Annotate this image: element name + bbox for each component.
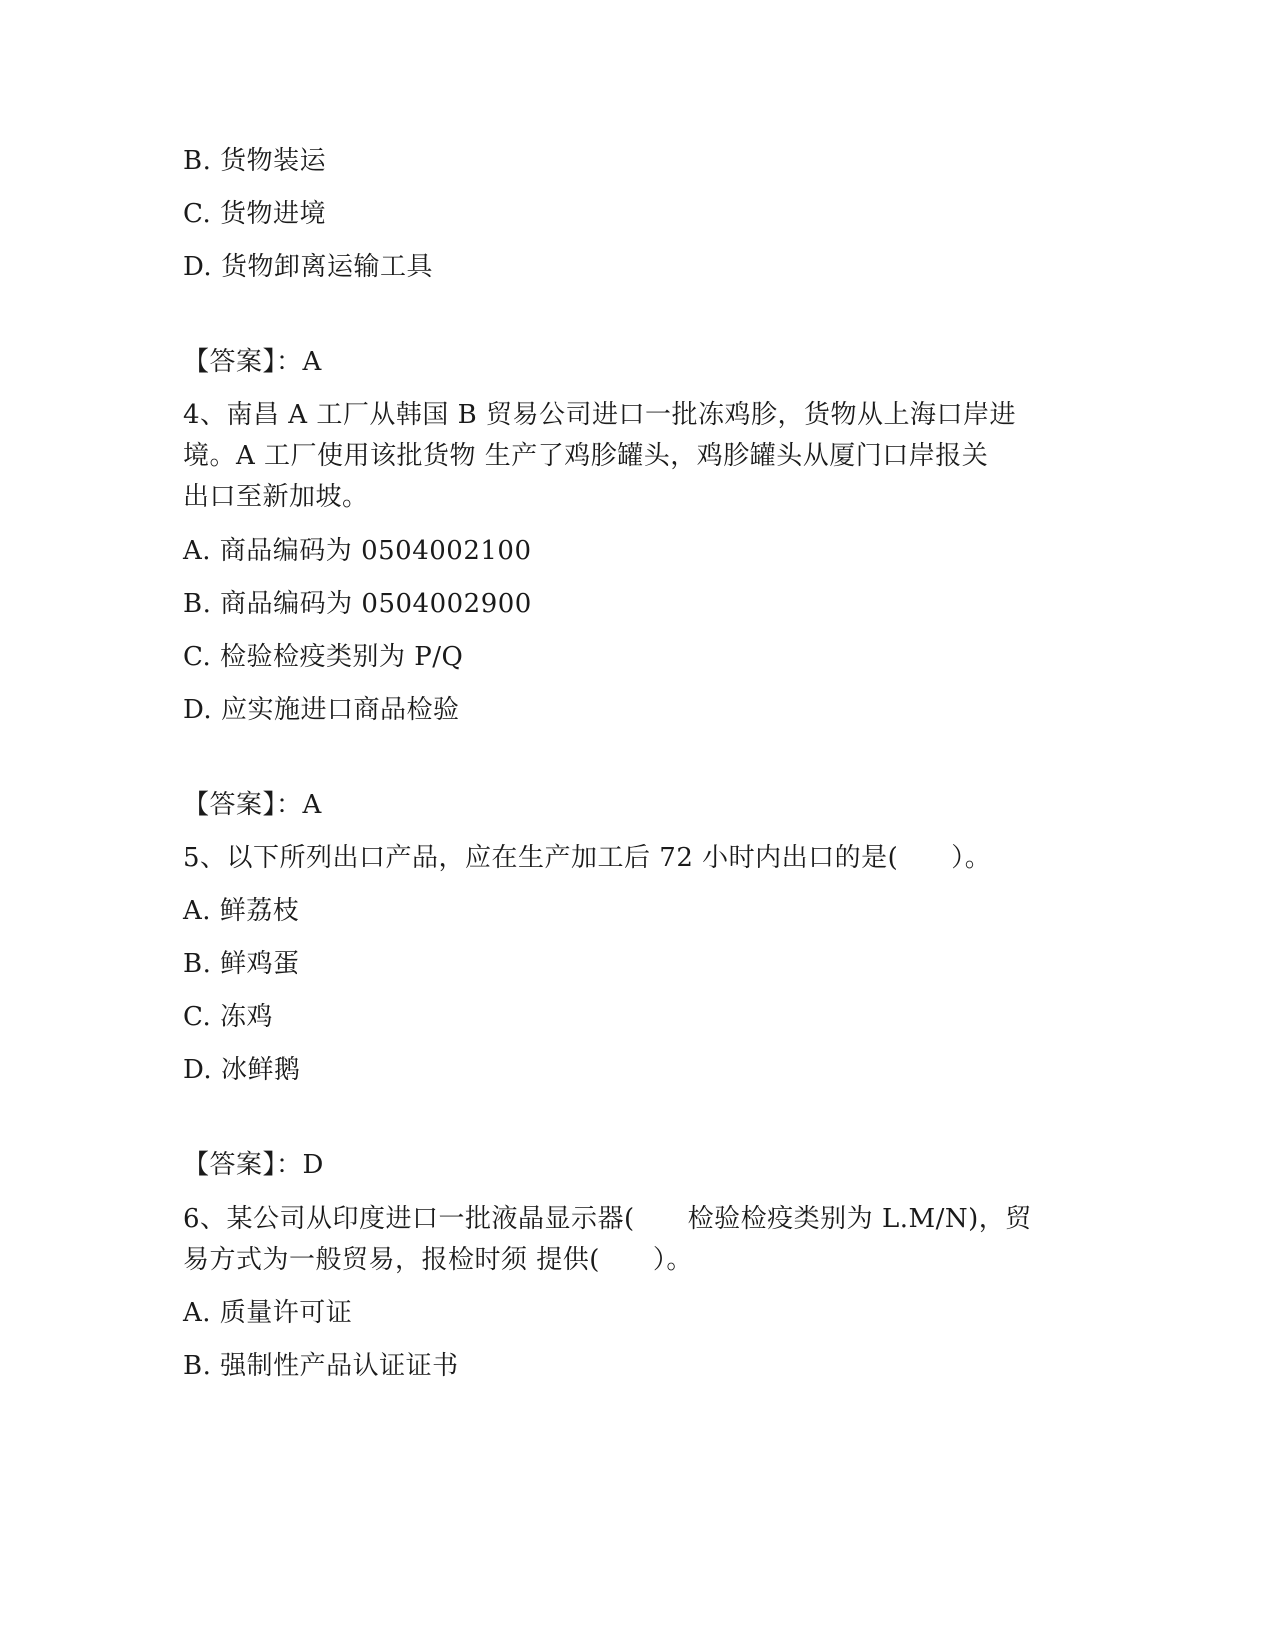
- q6-option-b: B. 强制性产品认证证书: [183, 1351, 459, 1381]
- q5-option-c: C. 冻鸡: [183, 1002, 273, 1032]
- q4-answer: 【答案】：A: [183, 790, 322, 820]
- q6-option-a: A. 质量许可证: [183, 1298, 353, 1328]
- q4-option-b: B. 商品编码为 0504002900: [183, 589, 532, 619]
- q5-answer: 【答案】：D: [183, 1150, 324, 1180]
- q4-stem-line-1: 4、南昌 A 工厂从韩国 B 贸易公司进口一批冻鸡胗，货物从上海口岸进: [183, 400, 1016, 430]
- q4-option-d: D. 应实施进口商品检验: [183, 695, 460, 725]
- q3-option-b: B. 货物装运: [183, 146, 327, 176]
- q4-stem-line-2: 境。A 工厂使用该批货物 生产了鸡胗罐头，鸡胗罐头从厦门口岸报关: [183, 441, 989, 471]
- q3-answer: 【答案】：A: [183, 347, 322, 377]
- q5-stem: 5、以下所列出口产品，应在生产加工后 72 小时内出口的是( ）。: [183, 843, 992, 873]
- q5-option-b: B. 鲜鸡蛋: [183, 949, 300, 979]
- q3-option-d: D. 货物卸离运输工具: [183, 252, 433, 282]
- q4-option-c: C. 检验检疫类别为 P/Q: [183, 642, 464, 672]
- q3-option-c: C. 货物进境: [183, 199, 326, 229]
- q4-stem-line-3: 出口至新加坡。: [183, 482, 369, 512]
- q6-stem-line-1: 6、某公司从印度进口一批液晶显示器( 检验检疫类别为 L.M/N)，贸: [183, 1204, 1032, 1234]
- q4-option-a: A. 商品编码为 0504002100: [183, 536, 532, 566]
- q5-option-d: D. 冰鲜鹅: [183, 1055, 301, 1085]
- q6-stem-line-2: 易方式为一般贸易，报检时须 提供( ）。: [183, 1245, 693, 1275]
- q5-option-a: A. 鲜荔枝: [183, 896, 300, 926]
